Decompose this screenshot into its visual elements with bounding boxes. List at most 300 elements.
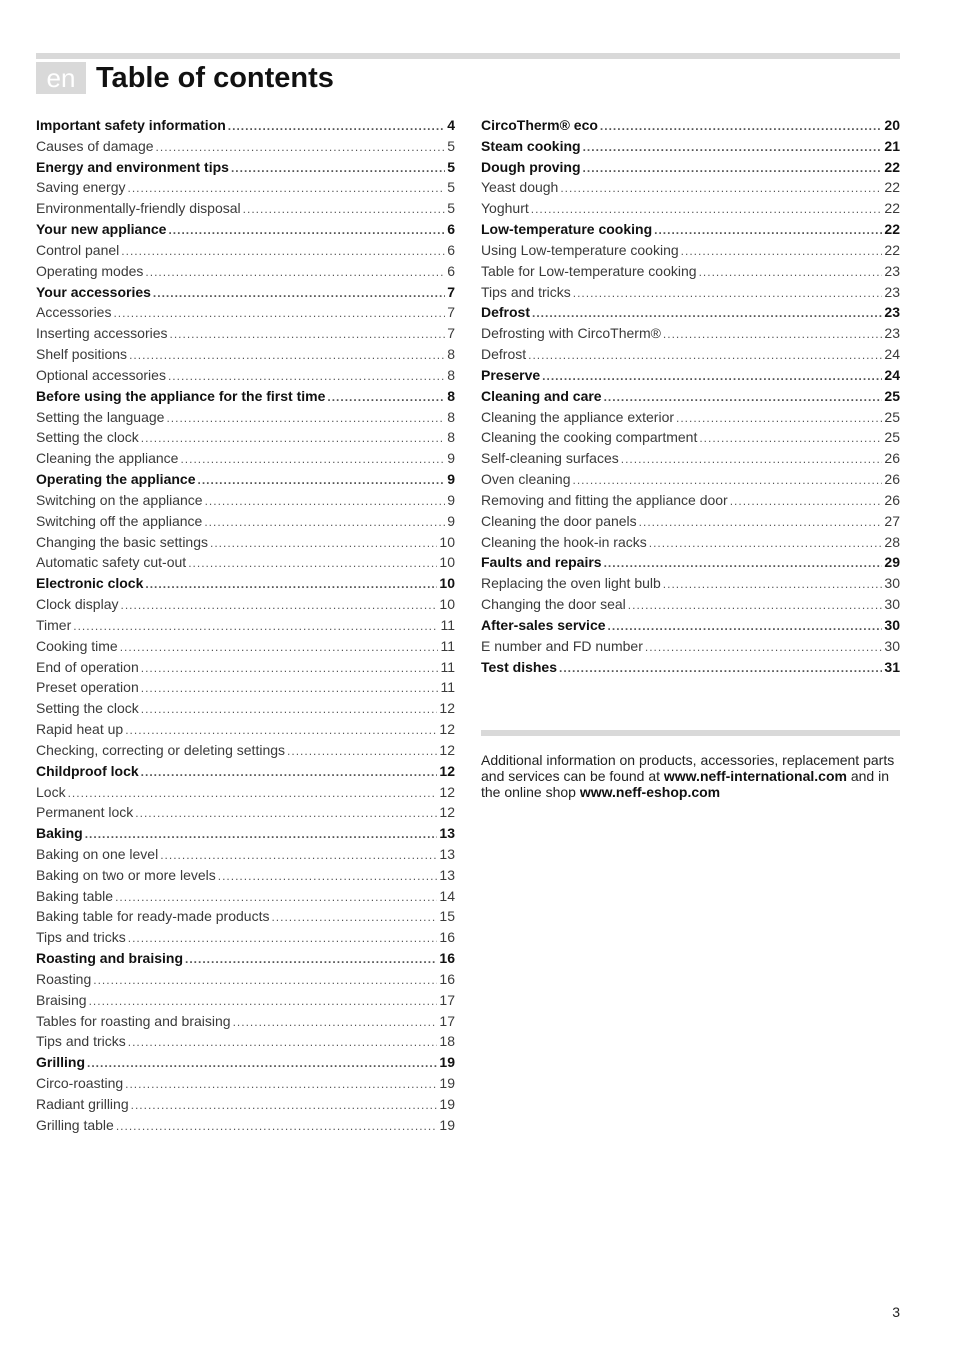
toc-entry-page: 11 (440, 637, 455, 654)
toc-entry-title: E number and FD number (481, 637, 643, 654)
toc-entry-title: Electronic clock (36, 575, 144, 592)
toc-entry-title: Cleaning the hook-in racks (481, 533, 647, 550)
toc-entry-page: 22 (884, 158, 900, 175)
toc-entry-page: 8 (447, 346, 455, 363)
toc-entry-page: 22 (884, 221, 900, 238)
toc-entry-title: Causes of damage (36, 137, 154, 154)
toc-entry-page: 4 (447, 117, 455, 133)
toc-chapter-entry[interactable] (481, 302, 900, 323)
toc-entry-page: 13 (439, 845, 455, 862)
toc-dot-leader (559, 658, 882, 678)
toc-section-entry[interactable] (481, 240, 900, 261)
toc-chapter-entry[interactable] (481, 615, 900, 636)
toc-entry-title: Important safety information (36, 117, 226, 133)
toc-entry-title: Baking on one level (36, 845, 159, 862)
toc-entry-page: 22 (884, 200, 900, 217)
toc-dot-leader (681, 241, 883, 261)
toc-dot-leader (639, 512, 883, 532)
toc-dot-leader (145, 262, 445, 282)
toc-section-entry[interactable] (36, 594, 455, 615)
toc-dot-leader (197, 470, 445, 490)
toc-entry-page: 8 (447, 408, 455, 425)
toc-section-entry[interactable] (481, 177, 900, 198)
toc-entry-title: Cleaning the appliance exterior (481, 408, 675, 425)
toc-entry-title: Table for Low-temperature cooking (481, 262, 697, 279)
toc-entry-page: 30 (884, 637, 900, 654)
toc-dot-leader (204, 512, 445, 532)
language-badge: en (36, 62, 86, 94)
toc-entry-page: 12 (439, 741, 455, 758)
toc-section-entry[interactable] (481, 511, 900, 532)
toc-dot-leader (531, 199, 883, 219)
info-text-part-2: and in the online shop (481, 768, 889, 800)
toc-section-entry[interactable] (36, 198, 455, 219)
toc-entry-title: Cleaning the appliance (36, 450, 179, 467)
toc-entry-page: 10 (439, 554, 455, 571)
toc-chapter-entry[interactable] (481, 219, 900, 240)
toc-entry-page: 14 (439, 887, 455, 904)
toc-entry-page: 6 (447, 241, 455, 258)
toc-dot-leader (160, 845, 437, 865)
toc-dot-leader (131, 1095, 438, 1115)
toc-entry-page: 10 (439, 596, 455, 613)
toc-entry-page: 5 (447, 200, 455, 217)
toc-chapter-entry[interactable] (481, 136, 900, 157)
toc-dot-leader (170, 324, 446, 344)
toc-chapter-entry[interactable] (481, 365, 900, 386)
toc-entry-page: 21 (884, 137, 900, 154)
toc-chapter-entry[interactable] (36, 573, 455, 594)
toc-section-entry[interactable] (36, 344, 455, 365)
toc-chapter-entry[interactable] (36, 282, 455, 303)
toc-dot-leader (120, 637, 439, 657)
toc-entry-title: CircoTherm® eco (481, 117, 598, 133)
toc-chapter-entry[interactable] (36, 157, 455, 178)
toc-entry-page: 31 (884, 658, 900, 675)
toc-entry-page: 9 (447, 450, 455, 467)
toc-entry-page: 24 (884, 366, 900, 383)
toc-section-entry[interactable] (36, 427, 455, 448)
toc-entry-title: Yoghurt (481, 200, 529, 217)
toc-section-entry[interactable] (36, 990, 455, 1011)
toc-entry-title: Baking on two or more levels (36, 866, 216, 883)
toc-dot-leader (218, 866, 438, 886)
toc-entry-title: Cleaning the door panels (481, 512, 637, 529)
toc-section-entry[interactable] (481, 427, 900, 448)
toc-dot-leader (128, 178, 446, 198)
toc-entry-title: Radiant grilling (36, 1095, 129, 1112)
toc-dot-leader (141, 762, 438, 782)
toc-section-entry[interactable] (36, 636, 455, 657)
toc-entry-page: 23 (884, 325, 900, 342)
toc-section-entry[interactable] (481, 448, 900, 469)
toc-section-entry[interactable] (36, 1115, 455, 1136)
toc-section-entry[interactable] (36, 323, 455, 344)
toc-dot-leader (120, 595, 437, 615)
toc-section-entry[interactable] (36, 698, 455, 719)
toc-entry-page: 8 (447, 429, 455, 446)
toc-section-entry[interactable] (481, 323, 900, 344)
toc-dot-leader (730, 491, 883, 511)
toc-entry-title: Before using the appliance for the first time (36, 387, 326, 404)
toc-entry-page: 19 (439, 1116, 455, 1133)
toc-entry-title: Baking table for ready-made products (36, 908, 270, 925)
toc-dot-leader (156, 137, 446, 157)
toc-entry-page: 18 (439, 1033, 455, 1050)
toc-section-entry[interactable] (36, 240, 455, 261)
toc-dot-leader (233, 1012, 438, 1032)
toc-chapter-entry[interactable] (481, 386, 900, 407)
toc-entry-page: 10 (439, 575, 455, 592)
toc-entry-page: 12 (439, 762, 455, 779)
toc-dot-leader (663, 574, 883, 594)
toc-entry-title: Defrost (481, 304, 531, 321)
toc-section-entry[interactable] (36, 677, 455, 698)
toc-entry-page: 30 (884, 575, 900, 592)
toc-entry-title: Self-cleaning surfaces (481, 450, 619, 467)
toc-section-entry[interactable] (481, 490, 900, 511)
toc-dot-leader (583, 137, 883, 157)
toc-dot-leader (573, 283, 883, 303)
toc-dot-leader (205, 491, 446, 511)
toc-entry-title: Roasting and braising (36, 950, 184, 967)
toc-dot-leader (604, 387, 883, 407)
toc-dot-leader (583, 158, 883, 178)
toc-entry-page: 23 (884, 304, 900, 321)
toc-entry-page: 30 (884, 596, 900, 613)
toc-entry-page: 26 (884, 491, 900, 508)
toc-section-entry[interactable] (36, 1073, 455, 1094)
toc-entry-page: 11 (440, 679, 455, 696)
toc-entry-title: Grilling (36, 1054, 85, 1071)
toc-dot-leader (188, 553, 437, 573)
toc-dot-leader (68, 783, 438, 803)
info-text-part-1: Additional information on products, accessories, replacement parts and services can be found at (481, 752, 895, 784)
toc-section-entry[interactable] (481, 594, 900, 615)
toc-entry-title: Defrost (481, 346, 527, 363)
toc-entry-title: After-sales service (481, 616, 606, 633)
toc-section-entry[interactable] (36, 782, 455, 803)
toc-dot-leader (573, 470, 883, 490)
toc-section-entry[interactable] (36, 261, 455, 282)
toc-entry-page: 15 (439, 908, 455, 925)
toc-entry-page: 20 (884, 117, 900, 133)
toc-entry-page: 9 (447, 471, 455, 488)
toc-entry-title: Cleaning the cooking compartment (481, 429, 698, 446)
toc-entry-page: 11 (440, 658, 455, 675)
toc-chapter-entry[interactable] (36, 823, 455, 844)
toc-section-entry[interactable] (481, 636, 900, 657)
toc-entry-page: 25 (884, 429, 900, 446)
toc-section-entry[interactable] (36, 448, 455, 469)
toc-dot-leader (135, 803, 437, 823)
toc-entry-title: Childproof lock (36, 762, 139, 779)
toc-dot-leader (287, 741, 437, 761)
toc-entry-title: Optional accessories (36, 366, 166, 383)
toc-entry-title: Grilling table (36, 1116, 114, 1133)
toc-entry-page: 25 (884, 387, 900, 404)
toc-section-entry[interactable] (36, 532, 455, 553)
toc-entry-title: Tables for roasting and braising (36, 1012, 231, 1029)
toc-dot-leader (85, 824, 438, 844)
toc-entry-page: 11 (440, 616, 455, 633)
toc-entry-title: Checking, correcting or deleting settings (36, 741, 286, 758)
toc-dot-leader (185, 949, 437, 969)
toc-section-entry[interactable] (481, 282, 900, 303)
toc-dot-leader (180, 449, 445, 469)
toc-dot-leader (73, 616, 438, 636)
toc-entry-title: Your accessories (36, 283, 151, 300)
toc-entry-page: 16 (439, 950, 455, 967)
toc-section-entry[interactable] (36, 906, 455, 927)
toc-section-entry[interactable] (36, 136, 455, 157)
toc-entry-page: 8 (447, 366, 455, 383)
toc-entry-page: 25 (884, 408, 900, 425)
toc-entry-title: Replacing the oven light bulb (481, 575, 661, 592)
page-title: Table of contents (96, 62, 334, 94)
toc-dot-leader (168, 366, 445, 386)
toc-dot-leader (129, 345, 445, 365)
toc-entry-title: Control panel (36, 241, 120, 258)
toc-entry-title: End of operation (36, 658, 139, 675)
toc-entry-title: Operating modes (36, 262, 144, 279)
toc-section-entry[interactable] (36, 802, 455, 823)
toc-entry-title: Setting the clock (36, 429, 139, 446)
toc-entry-title: Test dishes (481, 658, 557, 675)
toc-entry-page: 19 (439, 1054, 455, 1071)
toc-entry-page: 13 (439, 825, 455, 842)
toc-entry-title: Roasting (36, 970, 92, 987)
toc-section-entry[interactable] (36, 969, 455, 990)
toc-chapter-entry[interactable] (481, 115, 900, 136)
toc-dot-leader (676, 408, 882, 428)
toc-section-entry[interactable] (36, 657, 455, 678)
toc-chapter-entry[interactable] (36, 115, 455, 136)
toc-entry-page: 7 (447, 304, 455, 321)
toc-section-entry[interactable] (36, 865, 455, 886)
toc-entry-title: Using Low-temperature cooking (481, 241, 679, 258)
toc-entry-page: 16 (439, 929, 455, 946)
toc-section-entry[interactable] (481, 532, 900, 553)
page-number: 3 (892, 1304, 900, 1320)
toc-section-entry[interactable] (36, 927, 455, 948)
toc-entry-page: 9 (447, 512, 455, 529)
toc-chapter-entry[interactable] (36, 386, 455, 407)
toc-entry-title: Changing the basic settings (36, 533, 208, 550)
toc-entry-title: Cleaning and care (481, 387, 602, 404)
toc-entry-page: 6 (447, 262, 455, 279)
toc-entry-title: Setting the language (36, 408, 165, 425)
toc-section-entry[interactable] (36, 365, 455, 386)
toc-entry-title: Defrosting with CircoTherm® (481, 325, 661, 342)
toc-dot-leader (121, 241, 445, 261)
toc-dot-leader (125, 720, 437, 740)
toc-dot-leader (87, 1053, 437, 1073)
toc-entry-title: Environmentally-friendly disposal (36, 200, 241, 217)
toc-dot-leader (271, 907, 437, 927)
additional-info-text (481, 752, 897, 800)
toc-entry-title: Operating the appliance (36, 471, 196, 488)
toc-entry-title: Energy and environment tips (36, 158, 229, 175)
toc-section-entry[interactable] (36, 302, 455, 323)
toc-entry-title: Your new appliance (36, 221, 167, 238)
toc-dot-leader (145, 574, 437, 594)
toc-section-entry[interactable] (36, 740, 455, 761)
toc-dot-leader (89, 991, 438, 1011)
toc-dot-leader (153, 283, 445, 303)
toc-dot-leader (699, 428, 882, 448)
toc-entry-page: 27 (884, 512, 900, 529)
toc-dot-leader (604, 553, 883, 573)
toc-dot-leader (113, 303, 445, 323)
toc-dot-leader (141, 678, 439, 698)
toc-entry-page: 12 (439, 804, 455, 821)
toc-dot-leader (560, 178, 882, 198)
toc-entry-page: 8 (447, 387, 455, 404)
toc-section-entry[interactable] (36, 615, 455, 636)
toc-dot-leader (168, 220, 445, 240)
neff-eshop-link[interactable]: www.neff-eshop.com (579, 784, 721, 800)
toc-dot-leader (532, 303, 882, 323)
toc-dot-leader (608, 616, 883, 636)
toc-entry-title: Cooking time (36, 637, 118, 654)
section-divider (481, 730, 900, 736)
toc-entry-title: Rapid heat up (36, 721, 124, 738)
toc-entry-page: 24 (884, 346, 900, 363)
toc-section-entry[interactable] (36, 407, 455, 428)
toc-section-entry[interactable] (36, 490, 455, 511)
toc-dot-leader (128, 1032, 438, 1052)
toc-entry-title: Yeast dough (481, 179, 559, 196)
toc-dot-leader (654, 220, 882, 240)
toc-section-entry[interactable] (36, 1031, 455, 1052)
toc-column-left (36, 115, 455, 1136)
toc-dot-leader (228, 116, 445, 136)
toc-entry-page: 5 (447, 158, 455, 175)
toc-entry-page: 7 (447, 283, 455, 300)
toc-section-entry[interactable] (481, 344, 900, 365)
toc-entry-page: 10 (439, 533, 455, 550)
toc-entry-title: Inserting accessories (36, 325, 168, 342)
toc-dot-leader (166, 408, 445, 428)
toc-section-entry[interactable] (36, 1011, 455, 1032)
toc-dot-leader (231, 158, 445, 178)
toc-entry-page: 16 (439, 970, 455, 987)
toc-entry-title: Baking table (36, 887, 114, 904)
toc-chapter-entry[interactable] (36, 761, 455, 782)
toc-dot-leader (125, 1074, 437, 1094)
toc-entry-title: Preserve (481, 366, 541, 383)
toc-entry-page: 22 (884, 241, 900, 258)
toc-dot-leader (542, 366, 882, 386)
toc-entry-page: 7 (447, 325, 455, 342)
toc-dot-leader (663, 324, 883, 344)
toc-entry-title: Circo-roasting (36, 1075, 124, 1092)
toc-dot-leader (327, 387, 445, 407)
toc-section-entry[interactable] (36, 177, 455, 198)
toc-entry-title: Clock display (36, 596, 119, 613)
toc-section-entry[interactable] (36, 719, 455, 740)
toc-entry-title: Faults and repairs (481, 554, 602, 571)
toc-section-entry[interactable] (36, 511, 455, 532)
toc-entry-page: 26 (884, 450, 900, 467)
toc-section-entry[interactable] (36, 1094, 455, 1115)
toc-section-entry[interactable] (481, 198, 900, 219)
toc-dot-leader (116, 1116, 438, 1136)
toc-entry-page: 12 (439, 721, 455, 738)
toc-dot-leader (128, 928, 438, 948)
toc-dot-leader (141, 658, 439, 678)
toc-column-right (481, 115, 900, 677)
toc-dot-leader (243, 199, 446, 219)
toc-entry-title: Switching on the appliance (36, 491, 203, 508)
toc-chapter-entry[interactable] (481, 157, 900, 178)
toc-entry-page: 29 (884, 554, 900, 571)
toc-dot-leader (649, 533, 883, 553)
toc-chapter-entry[interactable] (36, 948, 455, 969)
toc-chapter-entry[interactable] (481, 552, 900, 573)
toc-entry-page: 6 (447, 221, 455, 238)
toc-chapter-entry[interactable] (36, 219, 455, 240)
toc-entry-page: 28 (884, 533, 900, 550)
toc-entry-title: Braising (36, 991, 87, 1008)
toc-entry-page: 19 (439, 1095, 455, 1112)
toc-dot-leader (141, 428, 445, 448)
toc-entry-page: 23 (884, 283, 900, 300)
toc-section-entry[interactable] (481, 573, 900, 594)
toc-entry-title: Timer (36, 616, 72, 633)
toc-entry-title: Shelf positions (36, 346, 128, 363)
toc-entry-page: 30 (884, 616, 900, 633)
toc-dot-leader (115, 887, 437, 907)
toc-entry-page: 17 (439, 991, 455, 1008)
toc-section-entry[interactable] (36, 552, 455, 573)
toc-chapter-entry[interactable] (36, 1052, 455, 1073)
toc-entry-title: Oven cleaning (481, 471, 571, 488)
toc-entry-title: Tips and tricks (481, 283, 571, 300)
toc-entry-page: 22 (884, 179, 900, 196)
toc-entry-page: 9 (447, 491, 455, 508)
toc-section-entry[interactable] (36, 844, 455, 865)
neff-international-link[interactable]: www.neff-international.com (663, 768, 847, 784)
toc-section-entry[interactable] (481, 407, 900, 428)
toc-dot-leader (645, 637, 883, 657)
toc-entry-title: Tips and tricks (36, 1033, 126, 1050)
toc-entry-title: Dough proving (481, 158, 581, 175)
toc-section-entry[interactable] (481, 469, 900, 490)
toc-entry-title: Saving energy (36, 179, 126, 196)
toc-dot-leader (93, 970, 437, 990)
toc-entry-title: Changing the door seal (481, 596, 626, 613)
toc-entry-title: Tips and tricks (36, 929, 126, 946)
toc-entry-title: Accessories (36, 304, 112, 321)
toc-entry-title: Setting the clock (36, 700, 139, 717)
toc-section-entry[interactable] (36, 886, 455, 907)
toc-dot-leader (600, 116, 883, 136)
toc-entry-page: 17 (439, 1012, 455, 1029)
toc-entry-title: Lock (36, 783, 66, 800)
toc-chapter-entry[interactable] (36, 469, 455, 490)
toc-entry-page: 19 (439, 1075, 455, 1092)
toc-entry-title: Low-temperature cooking (481, 221, 653, 238)
toc-entry-page: 26 (884, 471, 900, 488)
toc-section-entry[interactable] (481, 261, 900, 282)
toc-entry-page: 13 (439, 866, 455, 883)
toc-entry-title: Switching off the appliance (36, 512, 203, 529)
toc-chapter-entry[interactable] (481, 657, 900, 678)
toc-entry-page: 12 (439, 783, 455, 800)
toc-entry-page: 12 (439, 700, 455, 717)
